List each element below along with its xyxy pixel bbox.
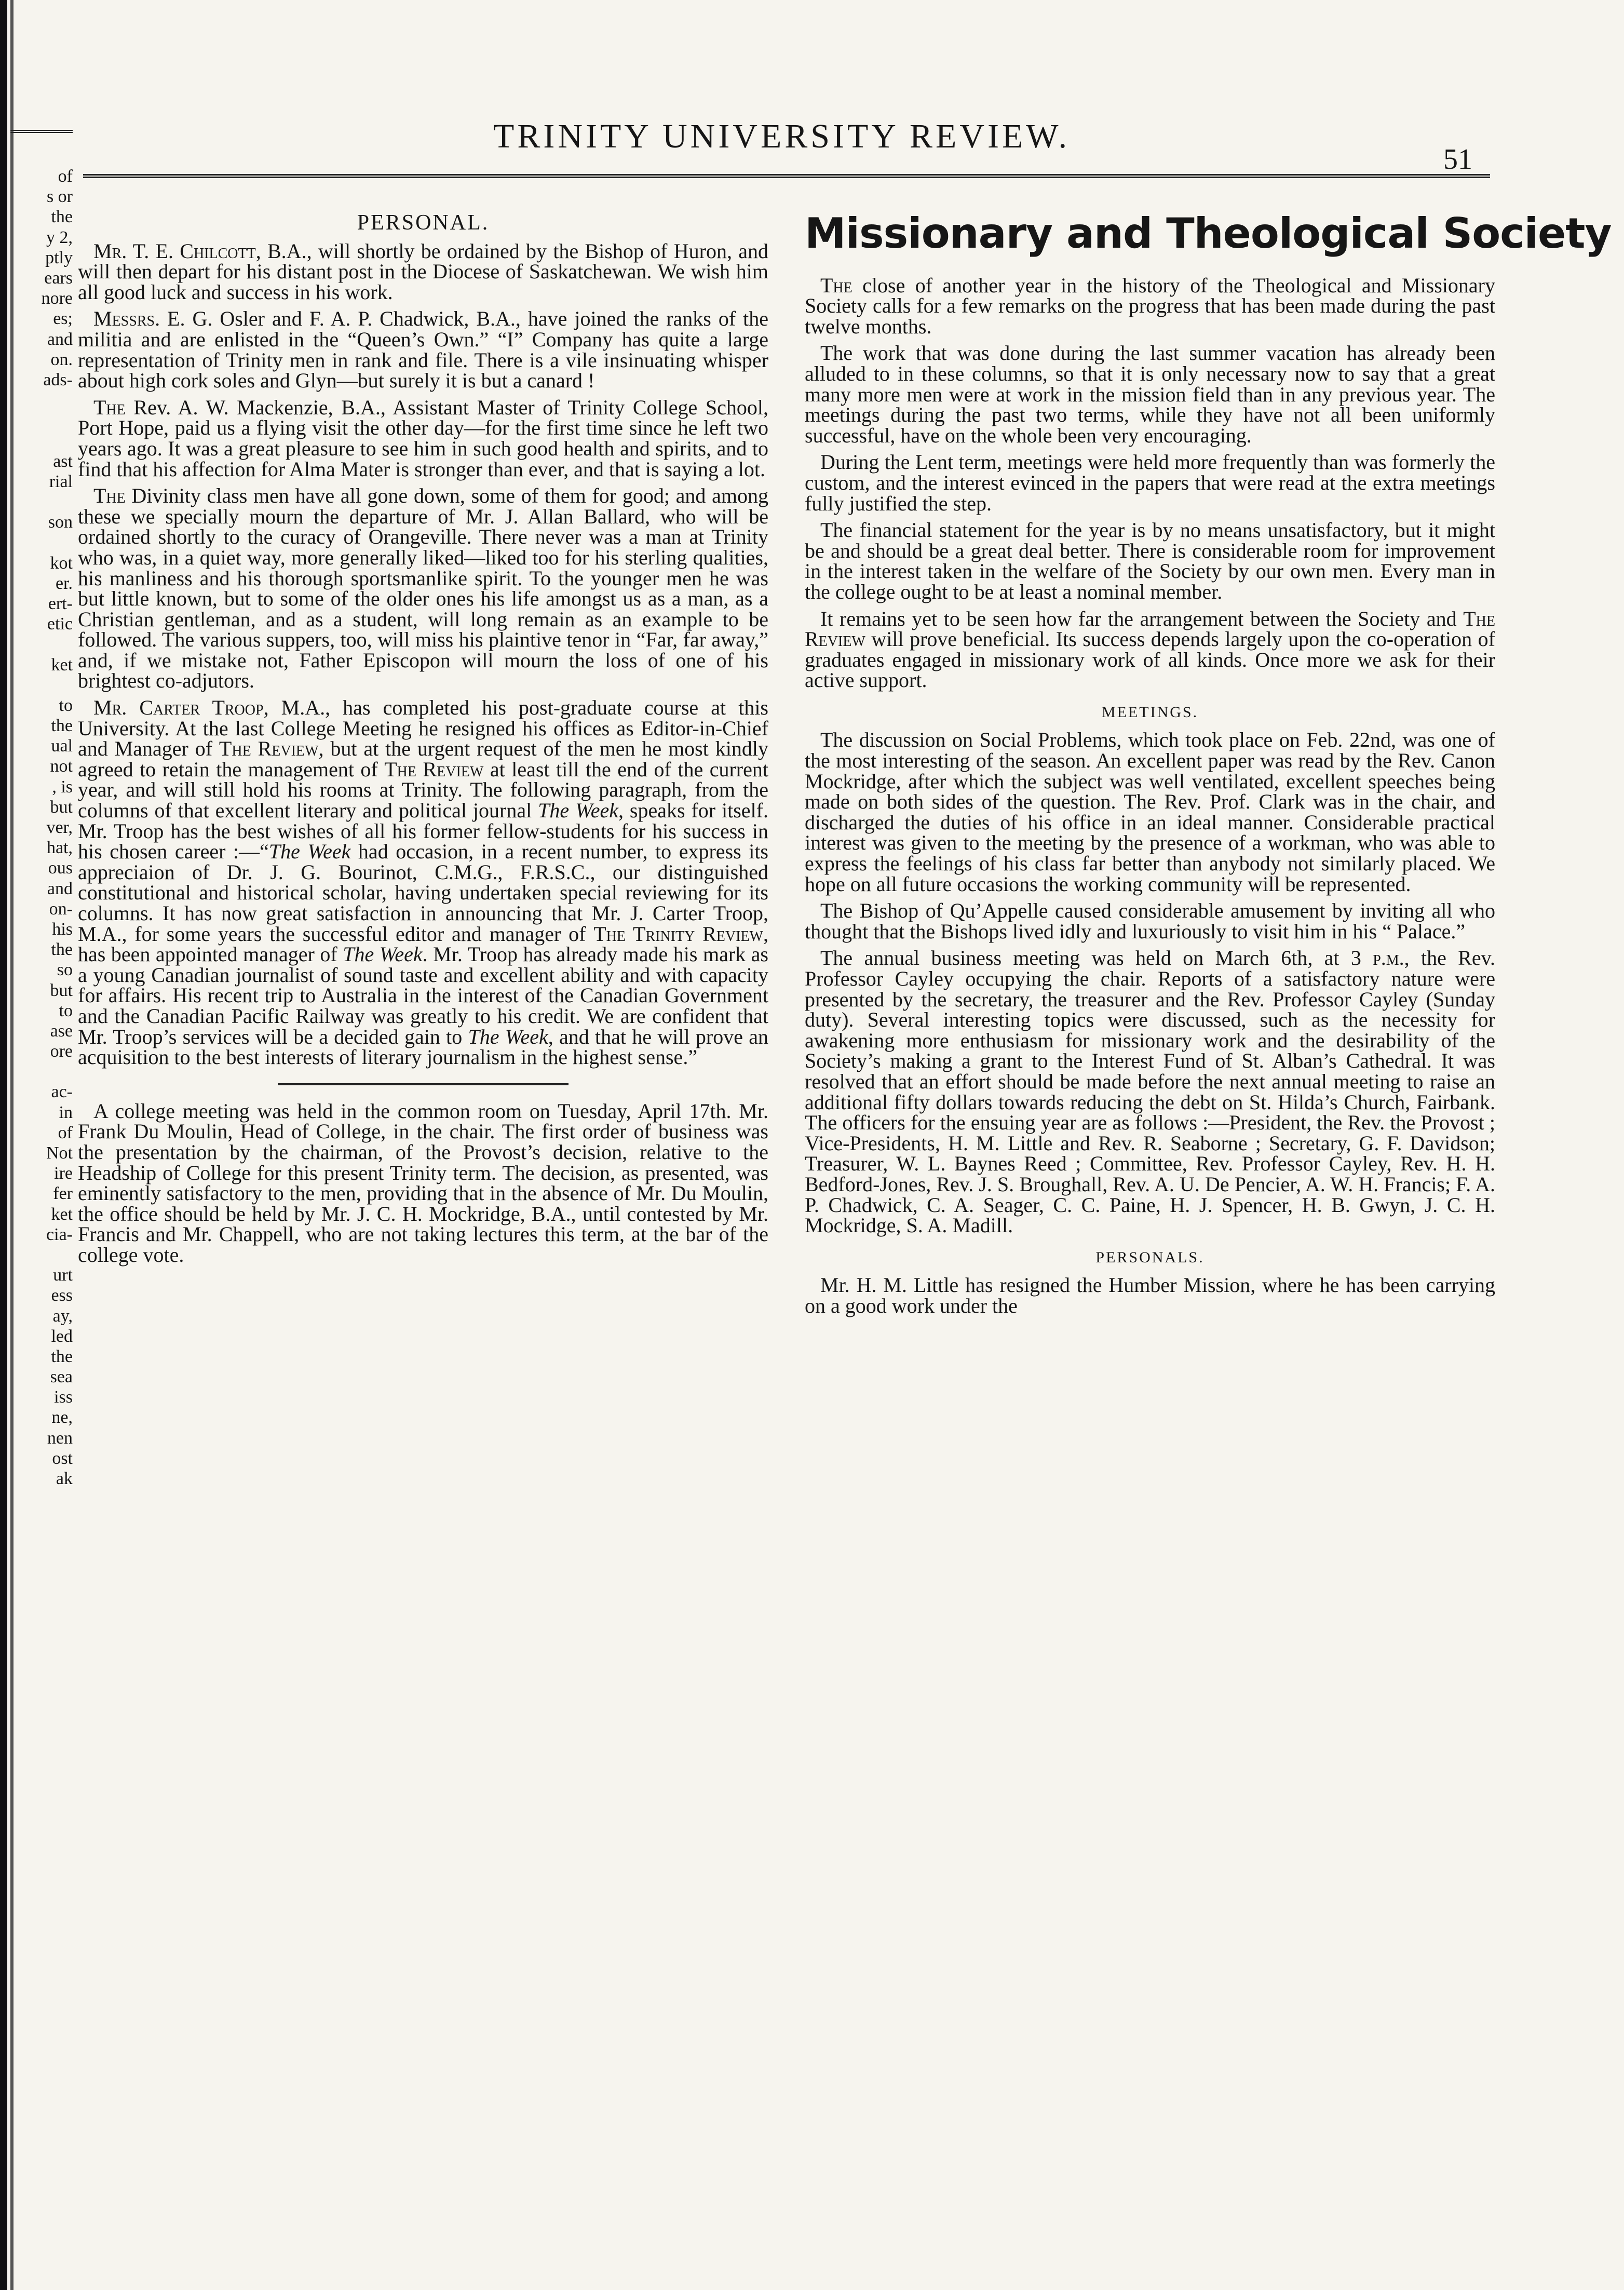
fragment-line: Not — [46, 1143, 73, 1163]
fragment-line: ost — [52, 1448, 73, 1468]
personal-paragraph — [78, 307, 768, 393]
paragraph-text: Rev. A. W. Mackenzie, B.A., Assistant Master of Trinity College School, Port Hope, paid us a flying visit the other day—for the first time since he left two years ago. It was a great pleasure to see him in such good health and spirits, and to find that his affection for Alma Mater is stronger than ever, and that is saying a lot. — [78, 395, 768, 481]
fragment-line: led — [51, 1326, 73, 1346]
fragment-line — [15, 410, 73, 430]
fragment-line — [15, 675, 73, 695]
fragment-line: of — [58, 167, 73, 186]
time-abbrev: p.m. — [1373, 946, 1404, 970]
fragment-line: the — [51, 1346, 73, 1366]
fragment-line: cia- — [46, 1224, 73, 1244]
fragment-line: in — [59, 1102, 73, 1122]
meetings-heading: MEETINGS. — [1101, 703, 1199, 721]
fragment-line: ac- — [51, 1082, 73, 1102]
society-paragraph — [805, 609, 1495, 691]
section-divider — [278, 1083, 569, 1085]
fragment-line — [15, 634, 73, 654]
personal-paragraph — [78, 397, 768, 479]
fragment-line: son — [48, 513, 73, 532]
fragment-line: not — [50, 757, 73, 776]
fragment-line — [15, 492, 73, 512]
fragment-line: ver, — [46, 818, 73, 837]
page-gutter — [0, 0, 7, 2290]
paragraph-text: close of another year in the history of the Theological and Missionary Society calls for a few remarks on the progress that has been made during the past twelve months. — [805, 273, 1495, 338]
fragment-line: ay, — [52, 1306, 73, 1326]
adjacent-page-fragment — [15, 166, 73, 1489]
running-title: TRINITY UNIVERSITY REVIEW. — [493, 117, 1071, 155]
fragment-line: ak — [56, 1469, 73, 1488]
society-title: Missionary and Theological Society — [805, 209, 1612, 258]
journal-title: The Week — [538, 799, 618, 823]
paragraph-text: had occasion, in a recent number, to express its appreciaion of Dr. J. G. Bourinot, C.M.G., F.R.S.C., our distinguished constitutional and historical scholar, having undertaken special reviewing for its columns. It has now great satisfaction in announcing that Mr. J. Carter Troop, M.A., for some years the successful editor and manager of — [78, 840, 769, 946]
fragment-line: so — [57, 960, 73, 980]
society-paragraph — [805, 275, 1495, 337]
personals-paragraph: Mr. H. M. Little has resigned the Humber Mission, where he has been carrying on a good work under the — [805, 1273, 1495, 1317]
paragraph-text: , and that he will prove an acquisition to the best interests of literary journalism in the highest sense.” — [78, 1025, 768, 1069]
journal-title: The Week — [468, 1025, 548, 1048]
fragment-line: kot — [50, 553, 73, 573]
journal-title: The Week — [343, 942, 423, 966]
fragment-line: but — [50, 797, 73, 817]
paragraph-text: M.A., has completed his post-graduate course at this University. At the last College Meeting he resigned his offices as Editor-in-Chief and Manager of — [78, 696, 768, 761]
paragraph-text: at least till the end of the current year, and will still hold his rooms at Trinity. The following paragraph, from the columns of that excellent literary and political journal — [78, 757, 768, 823]
lead-name: The — [93, 484, 126, 508]
personal-paragraph — [78, 486, 768, 691]
fragment-line: urt — [53, 1265, 73, 1285]
fragment-line: the — [51, 940, 73, 960]
fragment-line: iss — [54, 1388, 73, 1407]
fragment-line: ous — [48, 858, 73, 878]
fragment-line: but — [50, 980, 73, 1000]
fragment-line: the — [51, 716, 73, 736]
fragment-line: ket — [51, 1204, 73, 1224]
personal-heading: PERSONAL. — [357, 211, 490, 235]
fragment-line: ual — [51, 736, 73, 756]
meeting-paragraph — [805, 948, 1495, 1235]
fragment-line: ptly — [45, 248, 73, 267]
fragment-line: er. — [55, 573, 73, 593]
fragment-line: to — [59, 1001, 73, 1020]
personal-paragraph — [78, 697, 768, 1068]
fragment-line — [15, 1245, 73, 1265]
right-column — [805, 209, 1612, 1317]
lead-name: The — [93, 395, 126, 419]
lead-word: The — [820, 273, 852, 297]
page-gutter-edge — [10, 0, 13, 2290]
page-number: 51 — [1443, 143, 1472, 176]
paragraph-text: , the Rev. Professor Cayley occupying the chair. Reports of a satisfactory nature were presented by the secretary, the treasurer and the Rev. Professor Cayley (Sunday duty). Several interesting topics were discussed, such as the necessity for awakening more enthusiasm for missionary work and the desirability of the Society’s making a grant to the Interest Fund of St. Alban’s Cathedral. It was resolved that an effort should be made before the next annual meeting to raise an additional fifty dollars towards reducing the debt on St. Hilda’s Church, Fairbank. The officers for the ensuing year are as follows :—President, the Rev. the Provost ; Vice-Presidents, H. M. Little and Rev. R. Seaborne ; Secretary, G. F. Davidson; Treasurer, W. L. Baynes Reed ; Committee, Rev. Professor Cayley, Rev. H. H. Bedford-Jones, Rev. J. S. Broughall, Rev. A. U. De Pencier, A. W. H. Francis; F. A. P. Chadwick, C. A. Seager, C. C. Paine, H. J. Spencer, H. B. Gwyn, J. C. H. Mockridge, S. A. Madill. — [805, 946, 1496, 1237]
fragment-line: ast — [53, 451, 73, 471]
fragment-line: on. — [50, 349, 73, 369]
society-paragraph: The financial statement for the year is by no means unsatisfactory, but it might be and should be a great deal better. There is considerable room for improvement in the interest taken in the welfare of the Society by our own men. Every man in the college ought to be at least a nominal member. — [805, 518, 1495, 603]
paragraph-text: Divinity class men have all gone down, some of them for good; and among these we specially mourn the departure of Mr. J. Allan Ballard, who will be ordained shortly to the curacy of Orangeville. There never was a man at Trinity who was, in a quiet way, more generally liked—liked too for his sterling qualities, his manliness and his thorough sportsmanlike spirit. To the younger men he was but little known, but to some of the older ones his life amongst us as a man, as a Christian gentleman, and as a student, will long remain as an example to be followed. The various suppers, too, will miss his plaintive tenor in “Far, far away,” and, if we mistake not, Father Episcopon will mourn the loss of one of his brightest co-adjutors. — [78, 484, 768, 693]
header-rule — [83, 174, 1490, 178]
paragraph-text: B.A., will shortly be ordained by the Bishop of Huron, and will then depart for his distant post in the Diocese of Saskatchewan. We wish him all good luck and success in his work. — [78, 239, 768, 304]
review-title: The Trinity Review — [593, 922, 763, 946]
fragment-line: es; — [53, 309, 73, 329]
adjacent-page-rule — [10, 130, 73, 133]
fragment-line: nore — [41, 289, 73, 308]
left-column — [78, 213, 768, 1265]
fragment-line: ore — [50, 1042, 73, 1061]
society-paragraph: During the Lent term, meetings were held more frequently than was formerly the custom, and the interest evinced in the papers that were read at the extra meetings fully justified the step. — [805, 450, 1495, 515]
meeting-paragraph: The discussion on Social Problems, which took place on Feb. 22nd, was one of the most interesting of the season. An excellent paper was read by the Rev. Canon Mockridge, after which the subject was well ventilated, excellent speeches being made on both sides of the question. The Rev. Prof. Clark was in the chair, and discharged the duties of his office in an ideal manner. Considerable practical interest was given to the meeting by the presence of a workman, who was able to express the feelings of his class far better than anybody not similarly placed. We hope on all future occasions the working community will be represented. — [805, 728, 1495, 896]
fragment-line — [15, 390, 73, 410]
paragraph-text: , but at the urgent request of the men he most kindly agreed to retain the management of — [78, 737, 768, 781]
paragraph-text: , speaks for itself. Mr. Troop has the best wishes of all his former fellow-students for his success in his chosen career :—“ — [78, 799, 768, 864]
fragment-line: his — [52, 919, 73, 939]
fragment-line: the — [51, 207, 73, 227]
fragment-line: ase — [50, 1021, 73, 1041]
fragment-line: , is — [52, 777, 73, 797]
lead-name: Messrs. — [93, 307, 160, 331]
fragment-line: s or — [46, 187, 73, 207]
fragment-line: nen — [47, 1428, 73, 1448]
fragment-line: and — [47, 879, 73, 898]
paragraph-text: . Mr. Troop has already made his mark as a young Canadian journalist of sound taste and excellent ability and with capacity for affairs. His recent trip to Australia in the interest of the Canadian Government and the Canadian Pacific Railway was greatly to his credit. We are confident that Mr. Troop’s services will be a decided gain to — [78, 942, 768, 1048]
fragment-line: ne, — [51, 1408, 73, 1427]
fragment-line: ert- — [48, 594, 73, 613]
fragment-line: of — [58, 1123, 73, 1142]
fragment-line: ears — [44, 268, 73, 288]
paragraph-text: E. G. Osler and F. A. P. Chadwick, B.A., have joined the ranks of the militia and are enlisted in the “Queen’s Own.” “I” Company has quite a large representation of Trinity men in rank and file. There is a vile insinuating whisper about high cork soles and Glyn—but surely it is but a canard ! — [78, 307, 768, 393]
paragraph-text: It remains yet to be seen how far the arrangement between the Society and — [820, 607, 1464, 630]
fragment-line: to — [59, 695, 73, 715]
personals-heading: PERSONALS. — [1095, 1248, 1205, 1266]
paragraph-text: The annual business meeting was held on March 6th, at 3 — [820, 946, 1373, 970]
paragraph-text: will prove beneficial. Its success depends largely upon the co-operation of graduates engaged in missionary work of all kinds. Once more we ask for their active support. — [805, 627, 1495, 692]
fragment-line — [15, 532, 73, 553]
fragment-line: etic — [47, 614, 73, 634]
society-paragraph: The work that was done during the last summer vacation has already been alluded to in these columns, so that it is only necessary now to say that a great many more men were at work in the mission field than in any previous year. The meetings during the past two terms, while they have not all been uniformly successful, have on the whole been very encouraging. — [805, 341, 1495, 447]
meeting-paragraph: The Bishop of Qu’Appelle caused considerable amusement by inviting all who thought that the Bishops lived idly and luxuriously to visit him in his “ Palace.” — [805, 899, 1495, 943]
review-title: The Review — [219, 737, 319, 761]
fragment-line: hat, — [46, 838, 73, 858]
review-title: The Review — [805, 607, 1495, 651]
fragment-line — [15, 430, 73, 451]
fragment-line: ket — [51, 655, 73, 675]
review-title: The Review — [384, 757, 484, 781]
college-meeting-paragraph: A college meeting was held in the common room on Tuesday, April 17th. Mr. Frank Du Moulin, Head of College, in the chair. The first order of business was the presentation by the chairman, of the Provost’s decision, relative to the Headship of College for this present Trinity term. The decision, as presented, was eminently satisfactory to the men, providing that in the absence of Mr. Du Moulin, the office should be held by Mr. J. C. H. Mockridge, B.A., until contested by Mr. Francis and Mr. Chappell, who are not taking lectures this term, at the bar of the college vote. — [78, 1099, 768, 1267]
journal-title: The Week — [268, 840, 351, 864]
fragment-line: fer — [53, 1184, 73, 1204]
fragment-line: sea — [50, 1367, 73, 1387]
personal-paragraph — [78, 241, 768, 303]
fragment-line: and — [47, 329, 73, 349]
paragraph-text: , has been appointed manager of — [78, 922, 768, 966]
fragment-line: ess — [51, 1286, 73, 1305]
fragment-line — [15, 1061, 73, 1082]
fragment-line: y 2, — [46, 227, 73, 247]
lead-name: Mr. T. E. Chilcott, — [93, 239, 261, 263]
fragment-line: on- — [49, 899, 73, 919]
fragment-line: rial — [49, 472, 73, 491]
fragment-line: ads- — [43, 370, 73, 389]
lead-name: Mr. Carter Troop, — [93, 696, 269, 720]
fragment-line: ire — [54, 1164, 73, 1183]
